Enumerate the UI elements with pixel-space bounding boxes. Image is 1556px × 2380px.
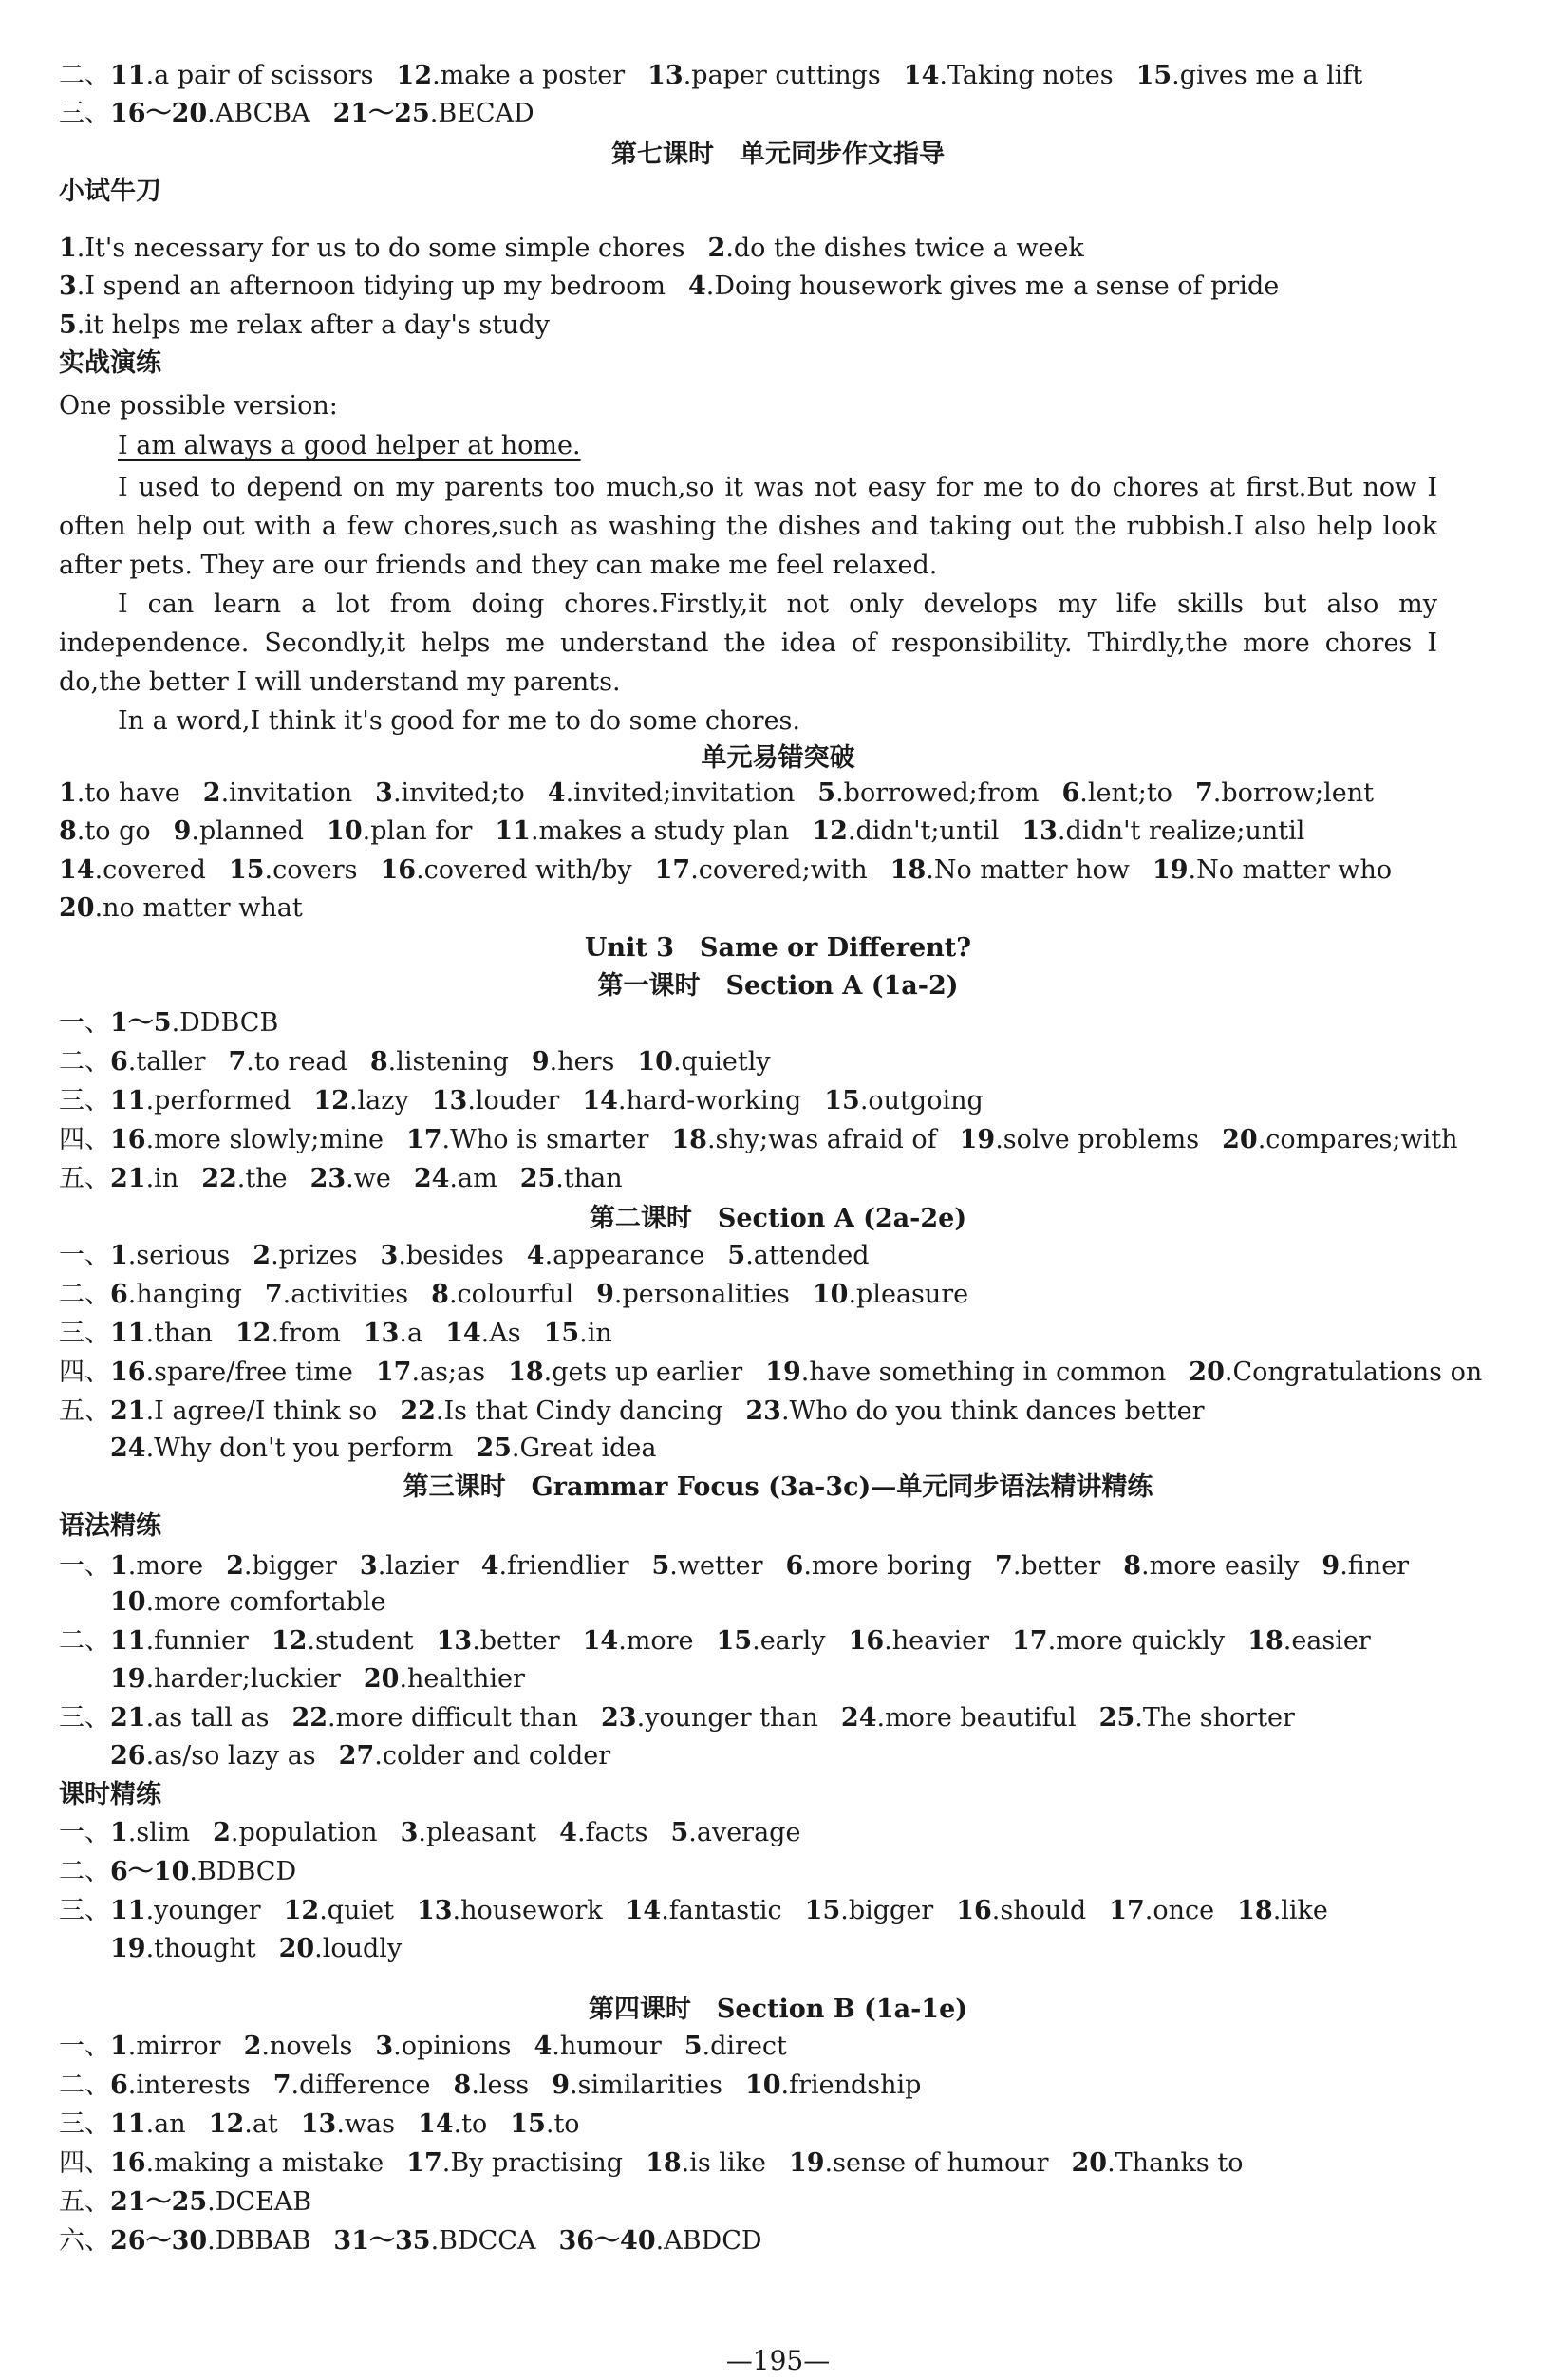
subsection-heading: 实战演练 (59, 348, 161, 378)
answer-row: 3.I spend an afternoon tidying up my bedroom 4.Doing housework gives me a sense of pride (59, 272, 1280, 301)
answer-row: 五、21.in 22.the 23.we 24.am 25.than (59, 1164, 623, 1193)
answer-row: 一、1.mirror 2.novels 3.opinions 4.humour 5.direct (59, 2032, 787, 2061)
answer-row: 一、1.more 2.bigger 3.lazier 4.friendlier 5.wetter 6.more boring 7.better 8.more easily 9.finer (59, 1551, 1410, 1581)
answer-row: 一、1～5.DDBCB (59, 1008, 279, 1038)
section-heading: 单元易错突破 (701, 743, 855, 773)
answer-row: 1.It's necessary for us to do some simple chores 2.do the dishes twice a week (59, 234, 1084, 263)
essay-paragraph-2: I can learn a lot from doing chores.Firstly,it not only develops my life skills but also my independence. Secondly,it helps me understand the idea of responsibility. Thirdly,the more chores I do,the better I will understand my parents. (59, 590, 1437, 697)
section-heading: Unit 3 Same or Different? (584, 933, 972, 963)
subsection-heading: 语法精练 (59, 1511, 161, 1541)
section-heading: 第三课时 Grammar Focus (3a-3c)—单元同步语法精讲精练 (403, 1472, 1153, 1502)
answer-row: 六、26～30.DBBAB 31～35.BDCCA 36～40.ABDCD (59, 2226, 762, 2256)
answer-row: 二、6.interests 7.difference 8.less 9.similarities 10.friendship (59, 2071, 922, 2100)
answer-row: 四、16.making a mistake 17.By practising 18.is like 19.sense of humour 20.Thanks to (59, 2148, 1244, 2178)
answer-row: 20.no matter what (59, 893, 303, 923)
essay-paragraph-3: In a word,I think it's good for me to do some chores. (118, 706, 800, 736)
answer-row: 5.it helps me relax after a day's study (59, 310, 550, 340)
answer-row: 二、6～10.BDBCD (59, 1857, 297, 1886)
essay-title-text: I am always a good helper at home. (118, 431, 581, 460)
answer-row: 三、16～20.ABCBA 21～25.BECAD (59, 99, 534, 128)
section-heading: 第四课时 Section B (1a-1e) (588, 1995, 968, 2024)
answer-row: 三、11.younger 12.quiet 13.housework 14.fantastic 15.bigger 16.should 17.once 18.like (59, 1896, 1328, 1925)
answer-row: 四、16.spare/free time 17.as;as 18.gets up earlier 19.have something in common 20.Congratulations on (59, 1358, 1483, 1387)
page-number: —195— (725, 2345, 831, 2376)
answer-row: 二、6.taller 7.to read 8.listening 9.hers 10.quietly (59, 1047, 771, 1077)
subsection-heading: 课时精练 (59, 1780, 161, 1809)
answer-row: 10.more comfortable (110, 1587, 386, 1617)
answer-row: 8.to go 9.planned 10.plan for 11.makes a study plan 12.didn't;until 13.didn't realize;until (59, 816, 1305, 846)
answer-row: 四、16.more slowly;mine 17.Who is smarter 18.shy;was afraid of 19.solve problems 20.compares;with (59, 1125, 1458, 1154)
essay-intro: One possible version: (59, 391, 338, 421)
answer-row: 三、21.as tall as 22.more difficult than 23.younger than 24.more beautiful 25.The shorter (59, 1703, 1295, 1733)
answer-row: 24.Why don't you perform 25.Great idea (110, 1434, 657, 1463)
answer-row: 1.to have 2.invitation 3.invited;to 4.invited;invitation 5.borrowed;from 6.lent;to 7.borrow;lent (59, 778, 1374, 808)
answer-row: 19.harder;luckier 20.healthier (110, 1664, 525, 1694)
answer-row: 五、21.I agree/I think so 22.Is that Cindy dancing 23.Who do you think dances better (59, 1396, 1205, 1426)
section-heading: 第七课时 单元同步作文指导 (611, 140, 945, 169)
answer-row: 26.as/so lazy as 27.colder and colder (110, 1741, 611, 1771)
answer-row: 五、21～25.DCEAB (59, 2187, 312, 2217)
section-heading: 第二课时 Section A (2a-2e) (589, 1204, 967, 1233)
answer-row: 三、11.than 12.from 13.a 14.As 15.in (59, 1319, 612, 1348)
answer-row: 三、11.an 12.at 13.was 14.to 15.to (59, 2109, 580, 2139)
answer-row: 19.thought 20.loudly (110, 1934, 403, 1963)
answer-row: 二、11.funnier 12.student 13.better 14.more 15.early 16.heavier 17.more quickly 18.easier (59, 1626, 1371, 1656)
answer-row: 14.covered 15.covers 16.covered with/by 17.covered;with 18.No matter how 19.No matter who (59, 855, 1393, 885)
answer-row: 三、11.performed 12.lazy 13.louder 14.hard-working 15.outgoing (59, 1086, 984, 1115)
section-heading: 第一课时 Section A (1a-2) (597, 971, 959, 1001)
essay-paragraph-1: I used to depend on my parents too much,so it was not easy for me to do chores at first.But now I often help out with a few chores,such as washing the dishes and taking out the rubbish.I also help look after pets. They are our friends and they can make me feel relaxed. (59, 473, 1437, 580)
subsection-heading: 小试牛刀 (59, 177, 161, 206)
answer-row: 一、1.serious 2.prizes 3.besides 4.appearance 5.attended (59, 1241, 870, 1270)
essay-title (118, 429, 581, 463)
answer-row: 二、11.a pair of scissors 12.make a poster 13.paper cuttings 14.Taking notes 15.gives me a lift (59, 61, 1363, 90)
answer-row: 一、1.slim 2.population 3.pleasant 4.facts 5.average (59, 1818, 801, 1847)
answer-row: 二、6.hanging 7.activities 8.colourful 9.personalities 10.pleasure (59, 1280, 969, 1309)
